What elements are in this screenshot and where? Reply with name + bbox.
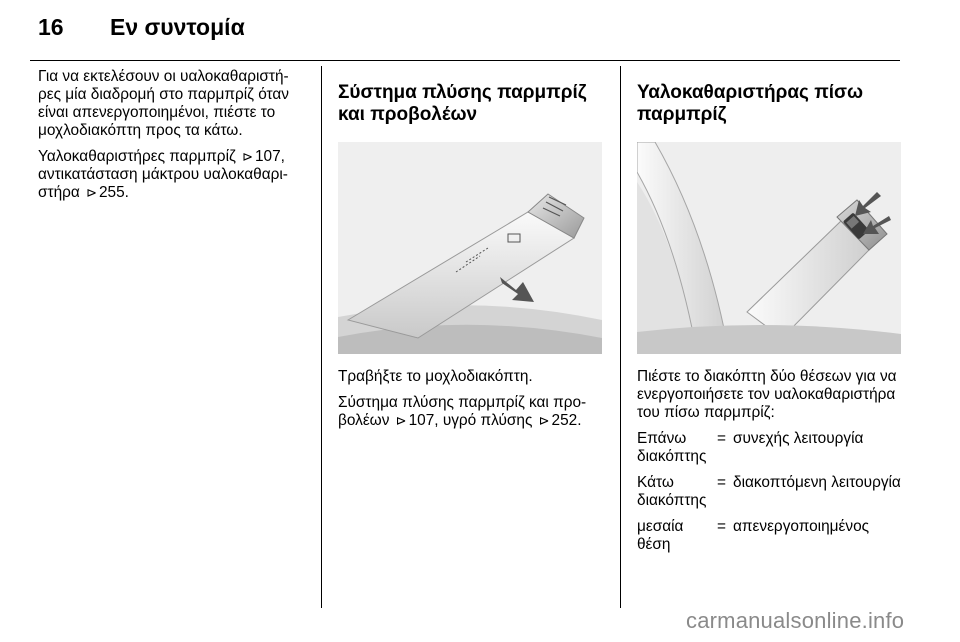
definition-row: [637, 430, 905, 466]
definition-row: [637, 518, 905, 554]
page-ref-link[interactable]: 107: [408, 412, 435, 429]
column-divider-2: [620, 66, 621, 608]
page-ref-link[interactable]: 252: [551, 412, 578, 429]
page-ref-link[interactable]: 255: [98, 184, 125, 201]
column-3: [637, 68, 905, 562]
page-number: 16: [38, 14, 64, 40]
definition-description: συνεχής λειτουργία: [733, 430, 864, 447]
column-divider-1: [321, 66, 322, 608]
definition-list: [637, 430, 905, 554]
definition-term: μεσαία θέση: [637, 518, 684, 553]
section-heading-rear-wiper: Υαλοκαθαριστήρας πίσω παρμπρίζ: [637, 82, 864, 125]
section-heading-washer: Σύστημα πλύσης παρμπρίζ και προβολέων: [338, 82, 587, 125]
definition-equals: =: [717, 430, 726, 447]
reference-arrow-icon: ⊳: [538, 413, 550, 428]
paragraph-washer-refs: Σύστημα πλύσης παρμπρίζ και προβολέων ⊳ 107, υγρό πλύσης ⊳ 252.: [338, 394, 587, 429]
reference-arrow-icon: ⊳: [86, 185, 97, 200]
definition-term: Επάνω διακόπτης: [637, 430, 707, 465]
paragraph-pull-lever: Τραβήξτε το μοχλοδιακόπτη.: [338, 368, 533, 385]
definition-equals: =: [717, 518, 726, 535]
page-ref-link[interactable]: 107: [254, 148, 281, 165]
paragraph-references: Υαλοκαθαριστήρες παρμπρίζ ⊳ 107, αντικατάσταση μάκτρου υαλοκαθαριστήρα ⊳ 255.: [38, 148, 288, 201]
rear-wiper-switch-illustration: [637, 142, 901, 354]
column-2: [338, 68, 604, 438]
definition-term: Κάτω διακόπτης: [637, 474, 707, 509]
page-title: Εν συντομία: [110, 14, 245, 40]
definition-row: [637, 474, 905, 510]
header-rule: [30, 60, 900, 61]
paragraph-press-switch: Πιέστε το διακόπτη δύο θέσεων για να ενεργοποιήσετε τον υαλοκαθαριστήρα του πίσω παρμπρίζ:: [637, 368, 897, 421]
page-header: [38, 14, 245, 41]
watermark: carmanualsonline.info: [686, 608, 905, 633]
definition-description: διακοπτόμενη λειτουργία: [733, 474, 901, 491]
wiper-stalk-illustration: [338, 142, 602, 354]
definition-equals: =: [717, 474, 726, 491]
definition-description: απενεργοποιημένος: [733, 518, 870, 535]
reference-arrow-icon: ⊳: [395, 413, 407, 428]
paragraph-wipe-once: Για να εκτελέσουν οι υαλοκαθαριστήρες μία διαδρομή στο παρμπρίζ όταν είναι απενεργοποιημένοι, πιέστε το μοχλοδιακόπτη προς τα κάτω.: [38, 68, 290, 139]
reference-arrow-icon: ⊳: [242, 149, 253, 164]
column-1: [38, 68, 306, 210]
